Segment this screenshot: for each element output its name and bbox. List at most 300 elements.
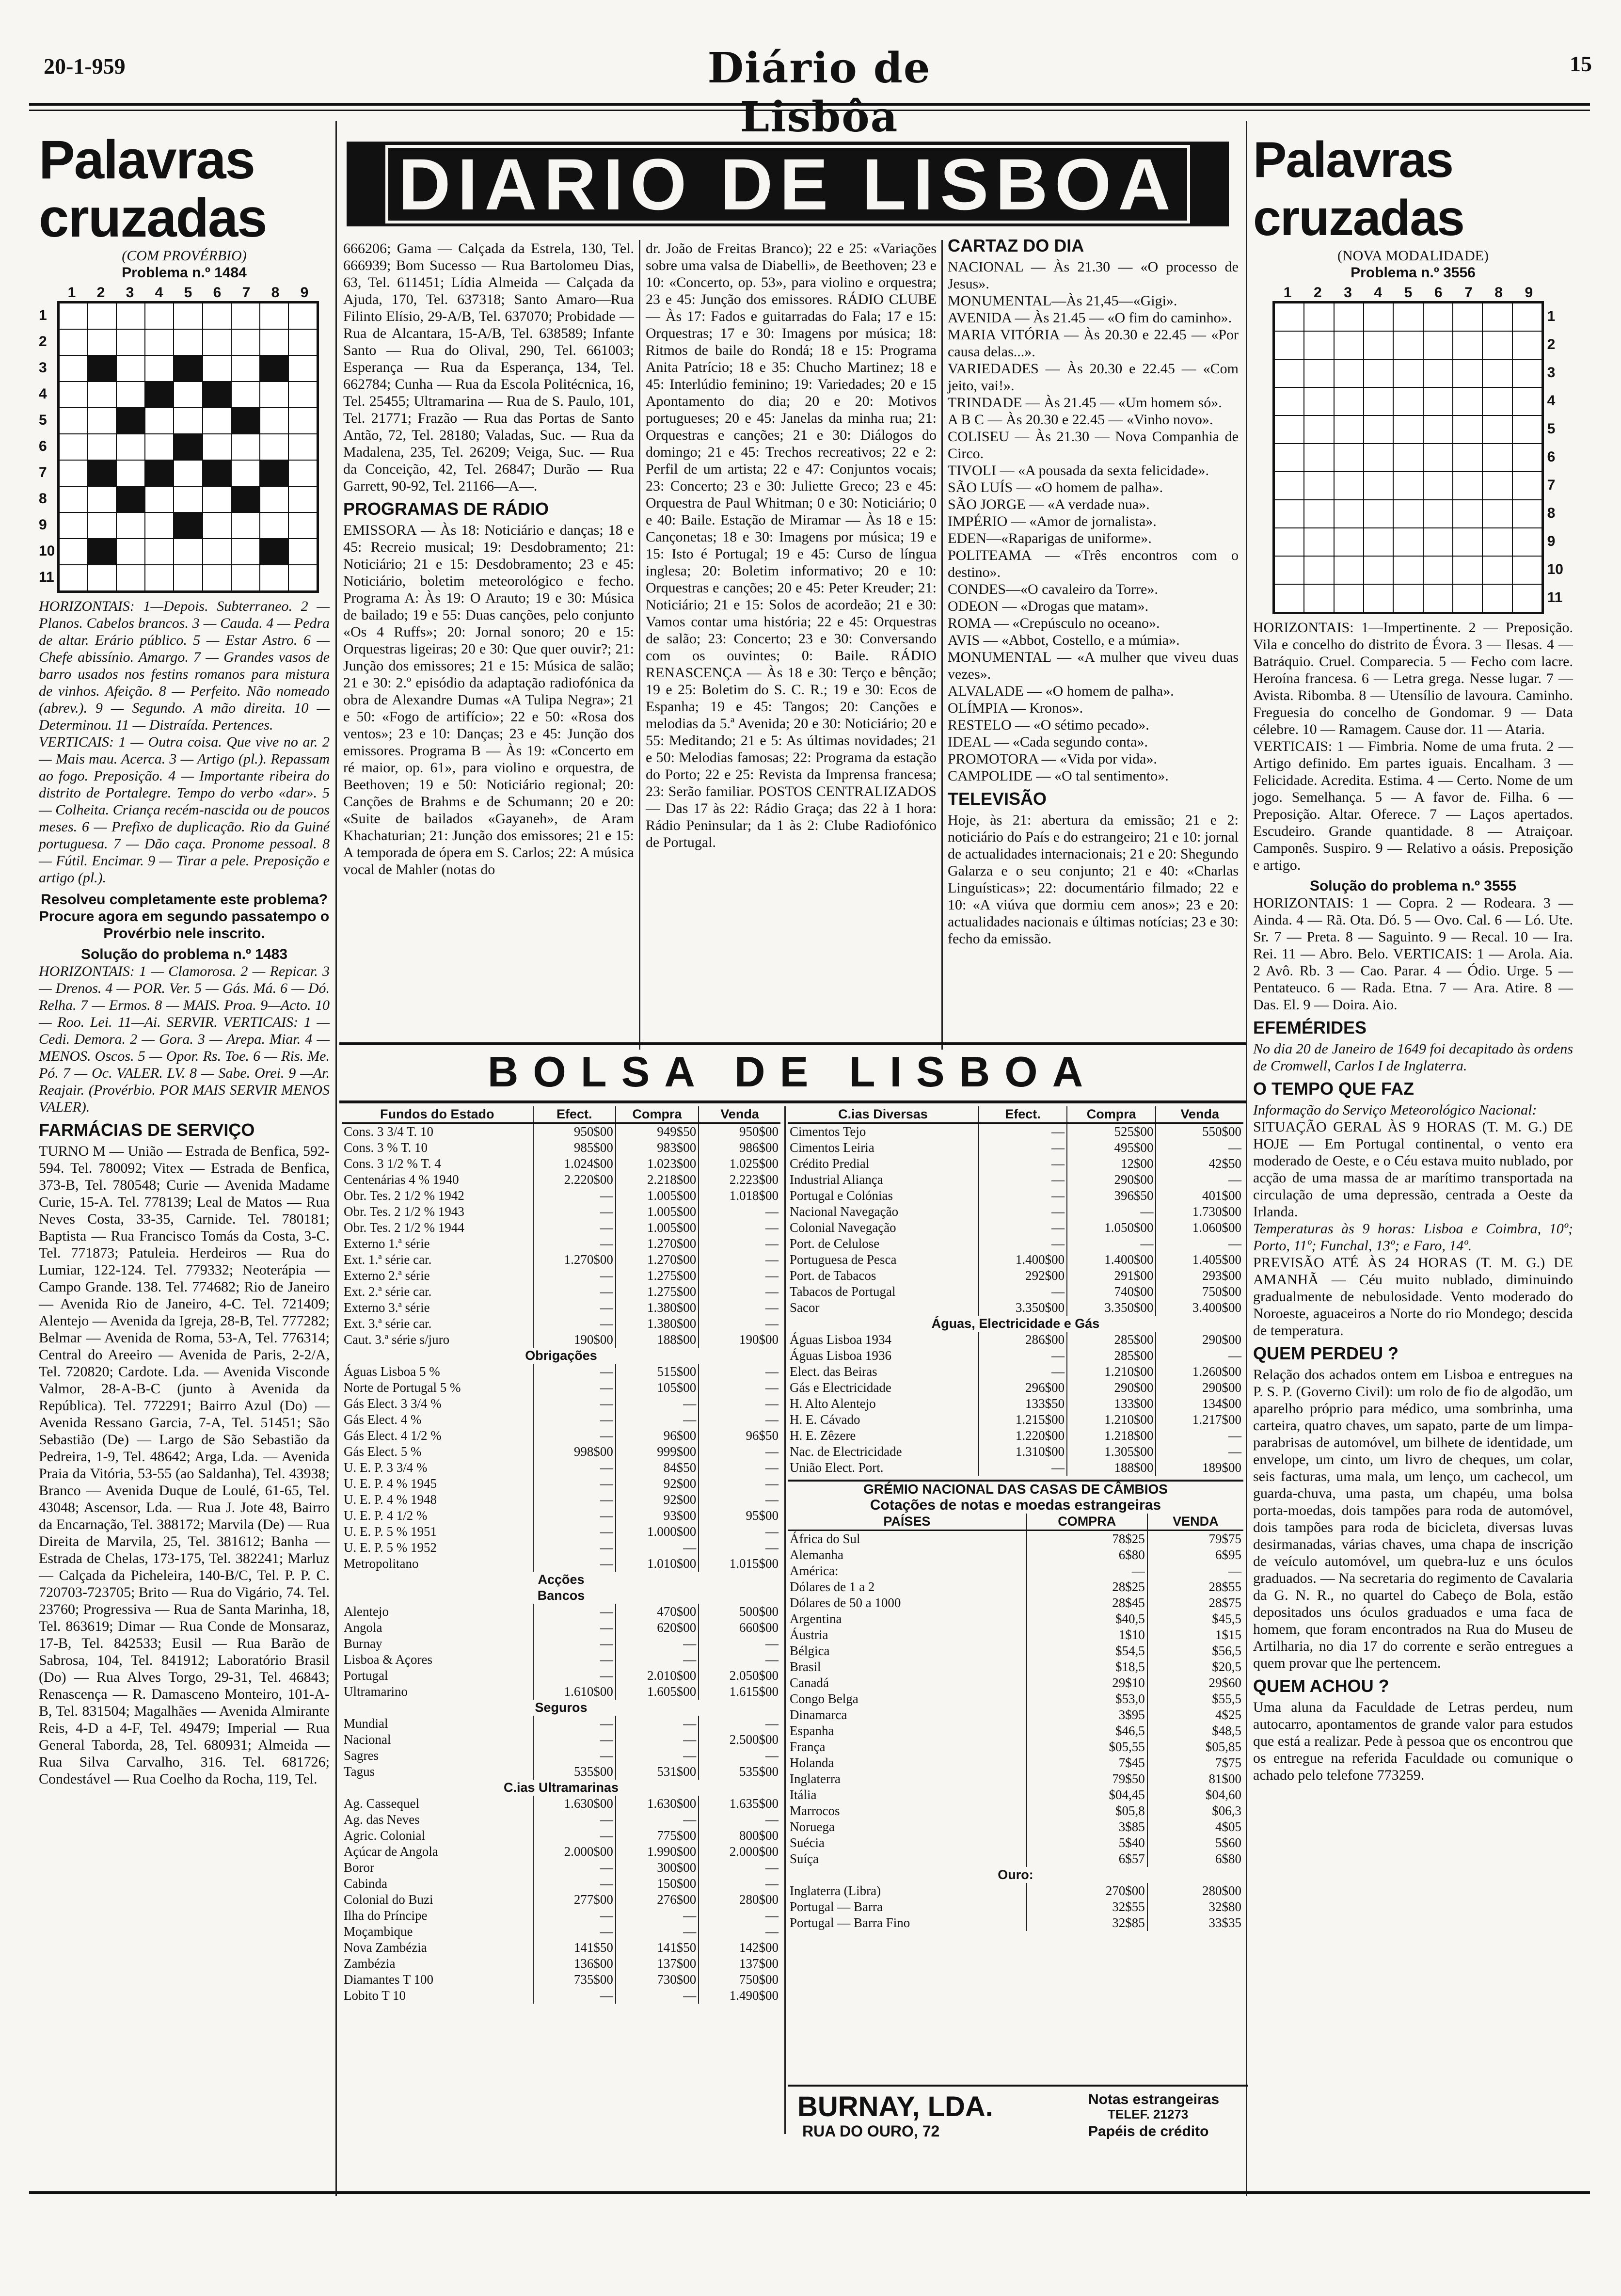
table-row	[342, 1716, 780, 1732]
table-cell: —	[699, 1284, 780, 1300]
header-rule-thin	[29, 110, 1590, 111]
table-cell: 96$00	[616, 1428, 699, 1444]
table-row	[788, 1819, 1243, 1835]
table-cell: 500$00	[699, 1604, 780, 1620]
table-cell: $55,5	[1147, 1691, 1243, 1707]
table-row	[788, 1220, 1243, 1236]
table-cell: 531$00	[616, 1764, 699, 1780]
table-cell: Áustria	[790, 1627, 828, 1642]
crossword-cell	[1482, 556, 1512, 584]
lost-title: QUEM PERDEU ?	[1253, 1343, 1399, 1363]
table-cell: 280$00	[1147, 1883, 1243, 1899]
table-cell: —	[699, 1396, 780, 1412]
clues-vertical-left: VERTICAIS: 1 — Outra coisa. Que vive no ar. 2 — Mais mau. Acerca. 3 — Artigo (pl.). Repassam ao fogo. Preposição. 4 — Importante ribeira do distrito de Portalegre. Tempo do verbo «dar». 5 — Colheita. Criança recém-nascida ou de poucos meses. 6 — Prefixo de duplicação. Rio da Guiné portuguesa. 7 — Dão caça. Pronome pessoal. 8 — Fútil. Encimar. 9 — Tirar a pele. Preposição e artigo (pl.).	[39, 734, 330, 886]
crossword-cell	[203, 355, 231, 382]
crossword-cell	[174, 512, 202, 539]
table-cell: 2.500$00	[699, 1732, 780, 1748]
table-cell: Externo 3.ª série	[344, 1300, 430, 1315]
crossword-cell	[231, 355, 260, 382]
crossword-cell	[145, 382, 174, 408]
table-row	[342, 1860, 780, 1876]
table-cell: 950$00	[533, 1123, 616, 1140]
table-cell: $46,5	[1027, 1723, 1147, 1739]
table-cell: Portugal	[344, 1668, 388, 1683]
table-cell: —	[533, 1604, 616, 1620]
weather-subtitle: Informação do Serviço Meteorológico Nacional:	[1253, 1102, 1537, 1118]
table-cell: 300$00	[616, 1860, 699, 1876]
crossword-cell	[1364, 359, 1393, 387]
crossword-cell	[145, 486, 174, 512]
crossword-cell	[88, 512, 116, 539]
crossword-cell	[116, 460, 145, 486]
table-cell: Brasil	[790, 1659, 821, 1674]
crossword-cell	[1453, 415, 1482, 444]
table-cell: U. E. P. 5 % 1951	[344, 1524, 437, 1539]
found-title: QUEM ACHOU ?	[1253, 1676, 1389, 1696]
table-row	[342, 1972, 780, 1988]
table-cell: Suécia	[790, 1835, 825, 1850]
table-row	[342, 1908, 780, 1924]
table-row	[342, 1220, 780, 1236]
table-row	[788, 1899, 1243, 1915]
crossword-col-number: 1	[1283, 285, 1292, 301]
table-cell: H. E. Cávado	[790, 1412, 860, 1427]
crossword-problem-left: Problema n.º 1484	[122, 265, 247, 281]
crossword-col-number: 4	[1374, 285, 1383, 301]
crossword-cell	[1304, 444, 1334, 472]
table-cell: —	[533, 1236, 616, 1252]
table-cell: 660$00	[699, 1620, 780, 1636]
crossword-cell	[1453, 444, 1482, 472]
crossword-cell	[1423, 415, 1453, 444]
column-divider	[784, 1106, 786, 2134]
cartaz-item: OLÍMPIA — Kronos».	[948, 700, 1083, 716]
table-cell: —	[533, 1812, 616, 1828]
table-cell: —	[699, 1364, 780, 1380]
pharmacy-text-continued: 666206; Gama — Calçada da Estrela, 130, Tel. 666939; Bom Sucesso — Rua Bartolomeu Dias, 63, Tel. 611451; Lídia Almeida — Calçada da Ajuda, 170, Tel. 637318; Santo Amaro—Rua Filinto Elísio, 29-A/B, Tel. 637070; Probidade — Rua de Alcantara, 15-A/B, Tel. 638589; Infante Santo — Rua do Olival, 290, Tel. 661003; Esperança — Rua da Esperança, 134, Tel. 662784; Cunha — Rua da Escola Politécnica, 16, Tel. 25455; Ultramarina — Rua de S. Paulo, 101, Tel. 21771; Frazão — Rua das Portas de Santo Antão, 72, Tel. 28180; Valadas, Suc. — Rua da Madalena, 235, Tel. 26209; Veiga, Suc. — Rua da Conceição, 42, Tel. 26847; Durão — Rua Garrett, 90-92, Tel. 21166—A—.	[343, 240, 634, 494]
table-row	[342, 1524, 780, 1540]
table-row	[342, 1508, 780, 1524]
table-cell: U. E. P. 5 % 1952	[344, 1540, 437, 1555]
table-cell: —	[699, 1636, 780, 1652]
table-row	[788, 1380, 1243, 1396]
crossword-cell	[116, 539, 145, 565]
crossword-right	[1272, 284, 1563, 614]
crossword-cell	[231, 434, 260, 460]
efemerides-text: No dia 20 de Janeiro de 1649 foi decapitado às ordens de Cromwell, Carlos I de Inglaterra.	[1253, 1041, 1573, 1074]
table-cell: $04,45	[1027, 1787, 1147, 1803]
crossword-cell	[1453, 584, 1482, 612]
cartaz-item: MONUMENTAL — «A mulher que viveu duas vezes».	[948, 649, 1239, 682]
table-cell: Ag. Cassequel	[344, 1796, 419, 1811]
table-cell: Tabacos de Portugal	[790, 1284, 896, 1299]
table-row	[342, 1332, 780, 1348]
table-cell: 137$00	[699, 1956, 780, 1972]
radio-title: PROGRAMAS DE RÁDIO	[343, 499, 549, 519]
table-cell: U. E. P. 3 3/4 %	[344, 1460, 428, 1475]
table-row	[788, 1428, 1243, 1444]
crossword-cell	[174, 434, 202, 460]
table-row	[788, 1268, 1243, 1284]
table-cell: —	[1156, 1348, 1243, 1364]
crossword-cell	[116, 303, 145, 329]
table-cell: —	[533, 1668, 616, 1684]
table-cell: $56,5	[1147, 1643, 1243, 1659]
crossword-cell	[288, 539, 317, 565]
crossword-cell	[145, 434, 174, 460]
cartaz-item: EDEN—«Raparigas de uniforme».	[948, 530, 1152, 546]
crossword-cell	[1512, 359, 1542, 387]
crossword-cell	[1482, 584, 1512, 612]
crossword-row-numbers	[1547, 303, 1563, 612]
crossword-cell	[203, 303, 231, 329]
table-cell: Ag. das Neves	[344, 1812, 420, 1827]
crossword-cell	[260, 382, 288, 408]
crossword-col-number: 9	[300, 285, 309, 301]
table-row	[788, 1412, 1243, 1428]
table-cell: 290$00	[1067, 1380, 1156, 1396]
crossword-cell	[203, 408, 231, 434]
crossword-cell	[174, 408, 202, 434]
table-cell: —	[533, 1716, 616, 1732]
table-cell: 79$50	[1027, 1771, 1147, 1787]
table-cell: 525$00	[1067, 1123, 1156, 1140]
table-cell: 730$00	[616, 1972, 699, 1988]
cartaz-item: ROMA — «Crepúsculo no oceano».	[948, 615, 1160, 631]
table-header: Venda	[1156, 1106, 1243, 1123]
crossword-cell	[288, 460, 317, 486]
table-cell: —	[979, 1236, 1067, 1252]
column-2	[343, 240, 634, 878]
table-cell: 1.400$00	[979, 1252, 1067, 1268]
table-cell: $05,8	[1027, 1803, 1147, 1819]
crossword-cell	[1453, 528, 1482, 556]
table-cell: 292$00	[979, 1268, 1067, 1284]
crossword-cell	[1304, 528, 1334, 556]
crossword-cell	[1364, 500, 1393, 528]
table-cell: Gás Elect. 4 %	[344, 1412, 422, 1427]
table-cell: Nova Zambézia	[344, 1940, 427, 1955]
crossword-col-number: 5	[184, 285, 192, 301]
crossword-cell	[288, 512, 317, 539]
crossword-cell	[1482, 387, 1512, 415]
crossword-cell	[1274, 359, 1304, 387]
table-row	[342, 1204, 780, 1220]
table-cell: Dinamarca	[790, 1707, 847, 1722]
table-cell: —	[979, 1220, 1067, 1236]
table-cell: —	[533, 1428, 616, 1444]
crossword-grid-left	[57, 301, 319, 593]
table-cell: —	[533, 1268, 616, 1284]
solution-title-right: Solução do problema n.º 3555	[1309, 878, 1517, 894]
crossword-cell	[1423, 387, 1453, 415]
weather-title: O TEMPO QUE FAZ	[1253, 1079, 1414, 1099]
crossword-row-number: 9	[1547, 533, 1556, 549]
crossword-cell	[231, 408, 260, 434]
table-cell: Industrial Aliança	[790, 1172, 883, 1187]
crossword-col-number: 2	[1313, 285, 1322, 301]
table-cell: 285$00	[1067, 1348, 1156, 1364]
table-cell: Obr. Tes. 2 1/2 % 1942	[344, 1188, 464, 1203]
table-cell: —	[699, 1860, 780, 1876]
table-cell: —	[616, 1908, 699, 1924]
crossword-left	[39, 284, 319, 593]
crossword-cell	[1304, 472, 1334, 500]
table-row	[788, 1643, 1243, 1659]
table-cell: $18,5	[1027, 1659, 1147, 1675]
crossword-row-number: 5	[39, 412, 47, 428]
cartaz-item: AVENIDA — Às 21.45 — «O fim do caminho».	[948, 310, 1232, 326]
cartaz-item: CAMPOLIDE — «O tal sentimento».	[948, 768, 1169, 784]
table-row	[342, 1156, 780, 1172]
found-text: Uma aluna da Faculdade de Letras perdeu, num autocarro, apontamentos de grande valor para estudos que está a realizar. Pede à pessoa que os encontrou que os entregue na referida Faculdade ou comunique o achado pelo telefone 773259.	[1253, 1699, 1573, 1783]
burnay-notas: Notas estrangeiras	[1088, 2091, 1220, 2107]
table-cell: Cimentos Tejo	[790, 1124, 866, 1139]
burnay-papeis: Papéis de crédito	[1088, 2123, 1209, 2139]
table-cell: 6$80	[1027, 1547, 1147, 1563]
table-cell: —	[1027, 1563, 1147, 1579]
table-section: Ouro:	[998, 1867, 1033, 1882]
crossword-cell	[1393, 472, 1423, 500]
table-row	[342, 1364, 780, 1380]
table-row	[788, 1851, 1243, 1867]
crossword-cell	[288, 434, 317, 460]
crossword-cell	[1393, 584, 1423, 612]
crossword-cell	[145, 565, 174, 591]
table-row	[342, 1684, 780, 1700]
crossword-cell	[145, 460, 174, 486]
crossword-cell	[231, 565, 260, 591]
crossword-row-number: 9	[39, 517, 47, 533]
table-row	[342, 1284, 780, 1300]
procure-text: Procure agora em segundo passatempo o Provérbio nele inscrito.	[39, 909, 330, 941]
table-cell: —	[699, 1492, 780, 1508]
crossword-row-number: 4	[1547, 393, 1556, 409]
cartaz-item: AVIS — «Abbot, Costello, e a múmia».	[948, 632, 1180, 648]
table-cell: 949$50	[616, 1123, 699, 1140]
crossword-cell	[203, 382, 231, 408]
table-cell: —	[533, 1524, 616, 1540]
crossword-problem-right: Problema n.º 3556	[1351, 265, 1476, 281]
table-cell: —	[699, 1812, 780, 1828]
table-cell: Gás e Electricidade	[790, 1380, 891, 1395]
crossword-cell	[260, 355, 288, 382]
table-cell: Águas Lisboa 5 %	[344, 1364, 440, 1379]
crossword-cell	[145, 539, 174, 565]
crossword-cell	[1512, 584, 1542, 612]
crossword-column-numbers	[1272, 284, 1544, 301]
crossword-cell	[59, 539, 88, 565]
crossword-cell	[88, 539, 116, 565]
table-row	[788, 1396, 1243, 1412]
crossword-cell	[1304, 415, 1334, 444]
cartaz-item: ALVALADE — «O homem de palha».	[948, 683, 1174, 699]
table-cell: 29$10	[1027, 1675, 1147, 1691]
table-cell: Holanda	[790, 1755, 834, 1770]
crossword-cell	[116, 329, 145, 355]
table-cell: Tagus	[344, 1764, 375, 1779]
table-cell: Colonial do Buzi	[344, 1892, 433, 1907]
table-row	[342, 1876, 780, 1892]
table-row	[342, 1268, 780, 1284]
table-cell: —	[1156, 1444, 1243, 1460]
cartaz-list	[948, 258, 1239, 784]
table-row	[788, 1739, 1243, 1755]
table-cell: —	[699, 1204, 780, 1220]
left-column	[39, 131, 330, 1787]
crossword-cell	[1453, 331, 1482, 359]
masthead-logo	[347, 142, 1229, 226]
crossword-cell	[1423, 359, 1453, 387]
crossword-row-number: 1	[1547, 308, 1556, 324]
table-cell: 750$00	[1156, 1284, 1243, 1300]
table-cell: 775$00	[616, 1828, 699, 1844]
table-cell: $40,5	[1027, 1611, 1147, 1627]
table-row	[342, 1236, 780, 1252]
table-row	[788, 1691, 1243, 1707]
table-cell: Dólares de 50 a 1000	[790, 1595, 901, 1610]
table-cell: —	[533, 1220, 616, 1236]
table-cell: 1.730$00	[1156, 1204, 1243, 1220]
crossword-cell	[1512, 528, 1542, 556]
table-cell: Alentejo	[344, 1604, 389, 1619]
table-row	[788, 1236, 1243, 1252]
table-cell: —	[979, 1204, 1067, 1220]
table-cell: 2.010$00	[616, 1668, 699, 1684]
table-row	[788, 1707, 1243, 1723]
crossword-cell	[174, 539, 202, 565]
table-cell: 28$25	[1027, 1579, 1147, 1595]
table-cell: 1.220$00	[979, 1428, 1067, 1444]
table-cell: 1.275$00	[616, 1268, 699, 1284]
table-cell: —	[533, 1620, 616, 1636]
crossword-cell	[1274, 500, 1304, 528]
crossword-cell	[88, 460, 116, 486]
table-cell: 1.635$00	[699, 1796, 780, 1812]
crossword-cell	[260, 329, 288, 355]
table-cell: 105$00	[616, 1380, 699, 1396]
table-cell: 1.400$00	[1067, 1252, 1156, 1268]
table-header: Compra	[1067, 1106, 1156, 1123]
table-cell: 84$50	[616, 1460, 699, 1476]
cartaz-item: MONUMENTAL—Às 21,45—«Gigi».	[948, 293, 1177, 309]
crossword-cell	[59, 329, 88, 355]
cartaz-item: NACIONAL — Às 21.30 — «O processo de Jesus».	[948, 259, 1239, 292]
crossword-cell	[1274, 584, 1304, 612]
table-section: Seguros	[535, 1700, 588, 1715]
table-cell: Bélgica	[790, 1643, 830, 1658]
crossword-cell	[231, 382, 260, 408]
crossword-cell	[1304, 556, 1334, 584]
column-divider	[941, 240, 943, 1050]
crossword-cell	[1482, 472, 1512, 500]
table-cell: —	[616, 1716, 699, 1732]
table-cell: 1.275$00	[616, 1284, 699, 1300]
table-row	[788, 1188, 1243, 1204]
crossword-cell	[1423, 444, 1453, 472]
table-cell: 1.215$00	[979, 1412, 1067, 1428]
crossword-col-number: 7	[1464, 285, 1473, 301]
table-cell: Colonial Navegação	[790, 1220, 896, 1235]
table-cell: 2.000$00	[533, 1844, 616, 1860]
crossword-col-number: 3	[126, 285, 134, 301]
cartaz-item: RESTELO — «O sétimo pecado».	[948, 717, 1149, 733]
table-cell: —	[533, 1364, 616, 1380]
crossword-cell	[1364, 415, 1393, 444]
table-row	[788, 1547, 1243, 1563]
table-cell: 96$50	[699, 1428, 780, 1444]
crossword-cell	[1423, 500, 1453, 528]
table-cell: —	[616, 1812, 699, 1828]
crossword-cell	[288, 565, 317, 591]
cartaz-item: CONDES—«O cavaleiro da Torre».	[948, 581, 1158, 597]
table-cell: 32$85	[1027, 1915, 1147, 1931]
table-cell: —	[533, 1636, 616, 1652]
crossword-cell	[59, 408, 88, 434]
table-cell: Mundial	[344, 1716, 388, 1731]
table-cell: 1.380$00	[616, 1300, 699, 1316]
table-cell: Portugal e Colónias	[790, 1188, 893, 1203]
table-cell: $53,0	[1027, 1691, 1147, 1707]
table-cell: —	[533, 1396, 616, 1412]
table-cell: 290$00	[1067, 1172, 1156, 1188]
table-cell: 495$00	[1067, 1140, 1156, 1156]
table-cell: 950$00	[699, 1123, 780, 1140]
table-row	[342, 1556, 780, 1572]
table-row	[788, 1675, 1243, 1691]
table-cell: Cons. 3 1/2 % T. 4	[344, 1156, 441, 1171]
table-cell: Ext. 1.ª série car.	[344, 1252, 432, 1267]
tv-title: TELEVISÃO	[948, 789, 1047, 809]
crossword-col-number: 2	[96, 285, 105, 301]
table-cell: —	[979, 1284, 1067, 1300]
table-cell: —	[699, 1908, 780, 1924]
table-cell: 1.025$00	[699, 1156, 780, 1172]
table-cell: —	[533, 1316, 616, 1332]
table-cell: 141$50	[533, 1940, 616, 1956]
crossword-cell	[1364, 387, 1393, 415]
crossword-cell	[288, 303, 317, 329]
crossword-cell	[1334, 359, 1364, 387]
crossword-cell	[1334, 331, 1364, 359]
table-cell: 750$00	[699, 1972, 780, 1988]
table-row	[788, 1204, 1243, 1220]
table-cell: Caut. 3.ª série s/juro	[344, 1332, 450, 1347]
crossword-cell	[203, 460, 231, 486]
crossword-cell	[88, 382, 116, 408]
solution-text-left: HORIZONTAIS: 1 — Clamorosa. 2 — Repicar. 3 — Drenos. 4 — POR. Ver. 5 — Gás. Má. 6 — Dó. Relha. 7 — Ermos. 8 — MAIS. Proa. 9—Acto. 10 — Roo. Lei. 11—Ai. SERVIR. VERTICAIS: 1 — Cedi. Demora. 2 — Gora. 3 — Arepa. Miar. 4 — MENOS. Oscos. 5 — Opor. Rs. Toe. 6 — Ris. Me. Pó. 7 — Oc. VALER. LV. 8 — Sabe. Orei. 9 —Ar. Reajair. (Provérbio. POR MAIS SERVIR MENOS VALER).	[39, 963, 330, 1115]
table-cell: —	[533, 1556, 616, 1572]
crossword-row-number: 1	[39, 307, 47, 323]
table-cell: —	[979, 1188, 1067, 1204]
footer-rule	[29, 2191, 1590, 2194]
crossword-cell	[88, 303, 116, 329]
table-cell: —	[699, 1380, 780, 1396]
crossword-cell	[1334, 584, 1364, 612]
table-cell: 620$00	[616, 1620, 699, 1636]
table-cell: Elect. das Beiras	[790, 1364, 877, 1379]
table-cell: 1.000$00	[616, 1524, 699, 1540]
crossword-cell	[1393, 303, 1423, 331]
table-row	[342, 1732, 780, 1748]
bolsa-left-table	[342, 1106, 780, 2004]
crossword-row-numbers	[39, 303, 55, 590]
table-cell: 285$00	[1067, 1332, 1156, 1348]
crossword-cell	[1482, 359, 1512, 387]
table-cell: Lisboa & Açores	[344, 1652, 432, 1667]
table-cell: 1.050$00	[1067, 1220, 1156, 1236]
table-cell: —	[616, 1732, 699, 1748]
